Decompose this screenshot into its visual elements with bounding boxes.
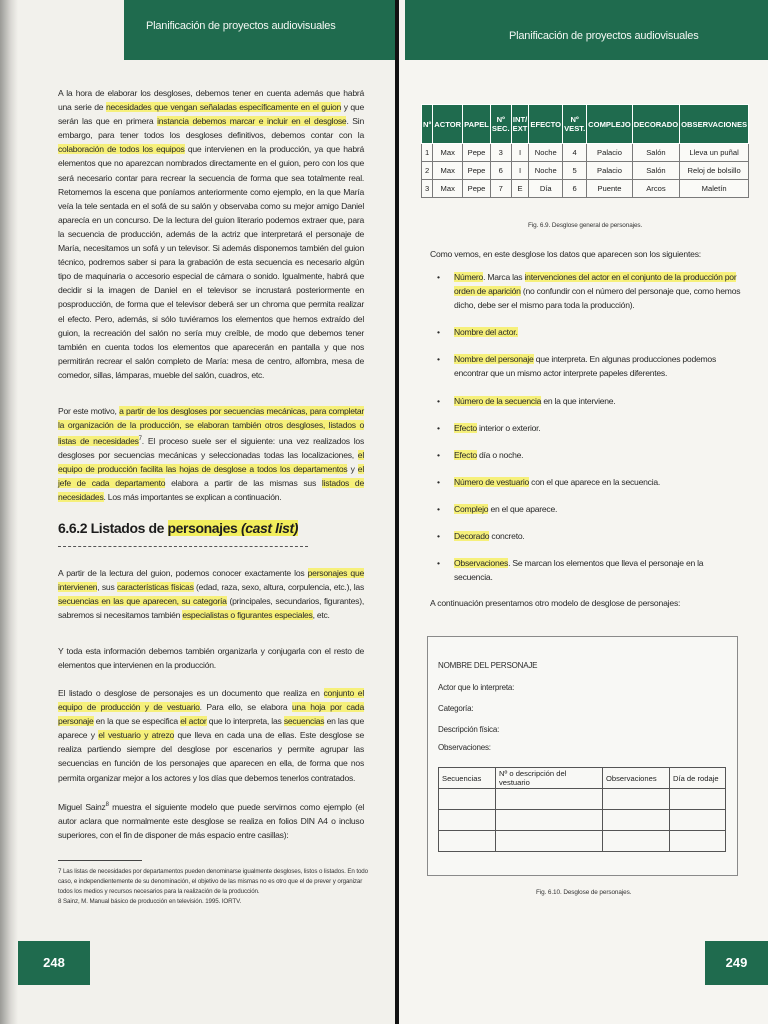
table-cell: Pepe bbox=[463, 180, 491, 198]
form-cell bbox=[603, 810, 670, 831]
table-cell: 2 bbox=[422, 162, 433, 180]
highlighted-text: el actor bbox=[180, 716, 207, 727]
table-header-row bbox=[422, 105, 749, 144]
highlighted-text: colaboración de todos los equipos bbox=[58, 144, 185, 155]
highlighted-text: personajes que intervienen bbox=[58, 568, 364, 593]
section-prefix: 6.6.2 Listados de bbox=[58, 520, 168, 536]
running-header-right bbox=[405, 0, 768, 60]
field-list bbox=[437, 270, 742, 597]
footnotes bbox=[58, 867, 370, 907]
text-run: concreto. bbox=[489, 531, 525, 542]
footnote-rule bbox=[58, 860, 142, 861]
header-title: Planificación de proyectos audiovisuales bbox=[146, 20, 336, 32]
footnote-8: 8 Sainz, M. Manual básico de producción en televisión. 1995. IORTV. bbox=[58, 898, 242, 905]
column-header: Nº bbox=[422, 105, 433, 144]
table-cell: Palacio bbox=[587, 144, 633, 162]
form-cell bbox=[670, 831, 726, 852]
table-cell: Día bbox=[529, 180, 563, 198]
form-label: Actor que lo interpreta: bbox=[438, 683, 515, 692]
column-header: COMPLEJO bbox=[587, 105, 633, 144]
table-cell: Salón bbox=[632, 162, 679, 180]
table-cell: 4 bbox=[563, 144, 587, 162]
highlighted-text: Número de la secuencia bbox=[454, 395, 542, 406]
text-run: . Marca las bbox=[483, 272, 525, 282]
list-item bbox=[437, 421, 742, 435]
highlighted-text: secuencias en las que aparecen, su categoría bbox=[58, 596, 227, 607]
form-col: Secuencias bbox=[439, 768, 496, 789]
list-item bbox=[437, 448, 742, 462]
table-row bbox=[439, 831, 726, 852]
text-run: elabora a partir de las mismas sus bbox=[165, 478, 322, 489]
text-run: 7 bbox=[138, 436, 142, 443]
page-edge bbox=[0, 0, 18, 1024]
text-run: que lleva en cada una de ellas. Este desglose se realiza partiendo siempre del desglose por escenarios y permite agrupar las secuencias en función de los personajes que aparecen en ella, de forma que nos permita organizar mejor a los actores y los días que debemos tenerlos contratados. bbox=[58, 730, 364, 783]
paragraph-2 bbox=[58, 404, 364, 505]
text-run: muestra el siguiente modelo que puede servirnos como ejemplo (el autor aclara que normalmente este desglose se realiza en folios DIN A4 o incluso superiores, con el fin de disponer de más espacio entre casillas): bbox=[58, 801, 365, 841]
form-cell bbox=[603, 831, 670, 852]
highlighted-text: Nombre del personaje bbox=[454, 354, 534, 365]
text-run: A partir de la lectura del guion, podemos conocer exactamente los bbox=[58, 568, 308, 578]
highlighted-text: una hoja por cada personaje bbox=[58, 702, 364, 727]
table-cell: Max bbox=[433, 162, 463, 180]
text-run: que lo interpreta, las bbox=[206, 716, 284, 727]
table-cell: E bbox=[511, 180, 529, 198]
text-run: que intervienen en la producción, ya que habrá elementos que no aparezcan nombrados directamente en el guion, pero con los que será necesario contar para recrear la secuencia de forma que sea totalmente real. Retomemos la escena que poníamos anteriormente como ejemplo, en la que María veía la tele sentada en el sofá de su salón y observaba como su mejor amigo Daniel aparecía en un concurso. De la lectura del guion literario podemos extraer que, para la secuencia de producción, además de la actriz que interpretará el personaje de María, necesitamos un sofá y un televisor. Si además disponemos también del guion técnico, podremos saber si para la grabación de esta secuencia es necesario algún tipo de maquinaria o accesorio especial de cámara o sonido. Igualmente, habrá que decidir si la imagen de Daniel en el televisor se incrustará posteriormente en posproducción, de forma que el televisor deberá ser un chroma que permita realizar el efecto. Pero, además, si sólo tuviéramos los elementos que hemos extraído del guion, la recreación del salón no sería muy creíble, de modo que debemos tener también en cuenta todos los elementos que aparecerán en pantalla y que nos permitirán recrear el salón completo de María: mesa de centro, alfombra, mesa de comedor, sillas, lámparas, mueble del salón, cuadros, etc. bbox=[58, 144, 364, 380]
list-item bbox=[437, 529, 742, 543]
form-cell bbox=[670, 789, 726, 810]
section-italic: (cast list) bbox=[240, 520, 299, 536]
paragraph-5 bbox=[58, 686, 364, 785]
text-run: , etc. bbox=[312, 610, 330, 621]
form-col: Día de rodaje bbox=[670, 768, 726, 789]
form-cell bbox=[603, 789, 670, 810]
table-cell: Max bbox=[433, 180, 463, 198]
highlighted-text: instancia debemos marcar e incluir en el desglose bbox=[157, 116, 347, 127]
table-cell: I bbox=[511, 162, 529, 180]
text-run: . Los más importantes se explican a continuación. bbox=[103, 492, 282, 503]
text-run: Por este motivo, bbox=[58, 406, 120, 416]
table-cell: Lleva un puñal bbox=[680, 144, 749, 162]
highlighted-text: el vestuario y atrezo bbox=[98, 730, 175, 741]
list-item bbox=[437, 502, 742, 516]
section-hl-text: personajes bbox=[167, 520, 238, 536]
page-number-left: 248 bbox=[18, 941, 90, 985]
table-cell: Salón bbox=[632, 144, 679, 162]
section-rule bbox=[58, 546, 308, 547]
column-header: Nº SEC. bbox=[490, 105, 511, 144]
text-run: . El proceso suele ser el siguiente: una vez realizados los desgloses por secuencias mecánicas y seleccionadas todas las localizaciones, bbox=[58, 436, 365, 461]
highlighted-text: Complejo bbox=[454, 503, 489, 514]
form-label: NOMBRE DEL PERSONAJE bbox=[438, 661, 538, 670]
figure-caption-2: Fig. 6.10. Desglose de personajes. bbox=[536, 889, 632, 896]
highlighted-text: Efecto bbox=[454, 449, 477, 460]
form-cell bbox=[496, 831, 603, 852]
text-run: interior o exterior. bbox=[476, 422, 541, 433]
table-cell: Pepe bbox=[463, 144, 491, 162]
text-run: . Para ello, se elabora bbox=[199, 702, 293, 713]
table-cell: Maletín bbox=[680, 180, 749, 198]
form-cell bbox=[670, 810, 726, 831]
table-cell: Pepe bbox=[463, 162, 491, 180]
cast-breakdown-table bbox=[421, 104, 749, 198]
intro-text: Como vemos, en este desglose los datos que aparecen son los siguientes: bbox=[430, 249, 701, 259]
highlighted-text: a partir de los desgloses por secuencias mecánicas, para completar la organización de la producción, se elaboran también otros desgloses, listados o listas de necesidades bbox=[58, 406, 364, 447]
paragraph-4 bbox=[58, 644, 364, 672]
text-run: con el que aparece en la secuencia. bbox=[529, 476, 661, 487]
highlighted-text: el equipo de producción facilita las hojas de desglose a todos los departamentos bbox=[58, 450, 364, 475]
table-body bbox=[422, 144, 749, 198]
text-run: (no confundir con el número del personaje que, como hemos dicho, debe ser el mismo para toda la producción). bbox=[454, 286, 741, 311]
list-item bbox=[437, 270, 742, 312]
form-table-header bbox=[439, 768, 726, 789]
highlighted-text: Decorado bbox=[454, 531, 490, 542]
text-run: (edad, raza, sexo, altura, corpulencia, etc.), las bbox=[193, 582, 364, 593]
text-run: en la que se especifica bbox=[93, 716, 181, 727]
table-cell: Reloj de bolsillo bbox=[680, 162, 749, 180]
highlighted-text: intervenciones del actor en el conjunto de la producción por orden de aparición bbox=[454, 272, 737, 297]
text-run: día o noche. bbox=[476, 449, 524, 460]
highlighted-text: listados de necesidades bbox=[58, 478, 364, 503]
table-cell: 7 bbox=[490, 180, 511, 198]
column-header: INT/ EXT bbox=[511, 105, 529, 144]
text-run: en las que aparece y bbox=[58, 716, 364, 741]
form-cell bbox=[496, 789, 603, 810]
table-row bbox=[422, 144, 749, 162]
text-run: Y toda esta información debemos también organizarla y conjugarla con el resto de elementos que intervienen en la producción. bbox=[58, 646, 364, 671]
highlighted-text: el jefe de cada departamento bbox=[58, 464, 364, 489]
table-row bbox=[439, 789, 726, 810]
highlighted-text: Número de vestuario bbox=[454, 476, 530, 487]
table-cell: Noche bbox=[529, 144, 563, 162]
table-cell: 6 bbox=[490, 162, 511, 180]
table-cell: 5 bbox=[563, 162, 587, 180]
form-cell bbox=[439, 831, 496, 852]
form-cell bbox=[439, 810, 496, 831]
column-header: ACTOR bbox=[433, 105, 463, 144]
list-item bbox=[437, 556, 742, 584]
list-item bbox=[437, 475, 742, 489]
form-cell bbox=[496, 810, 603, 831]
text-run: , sus bbox=[97, 582, 117, 593]
text-run: Miguel Sainz bbox=[58, 801, 106, 812]
table-cell: 3 bbox=[490, 144, 511, 162]
form-table bbox=[438, 767, 726, 852]
form-col: Observaciones bbox=[603, 768, 670, 789]
table-cell: 1 bbox=[422, 144, 433, 162]
section-highlight bbox=[168, 520, 299, 536]
text-run: . Se marcan los elementos que lleva el personaje en la secuencia. bbox=[454, 558, 704, 583]
highlighted-text: Número bbox=[454, 272, 484, 282]
highlighted-text: especialistas o figurantes especiales bbox=[182, 610, 313, 621]
header-title: Planificación de proyectos audiovisuales bbox=[509, 30, 699, 42]
paragraph-1 bbox=[58, 86, 364, 382]
list-item bbox=[437, 394, 742, 408]
text-run: que interpreta. En algunas producciones podemos encontrar que un mismo actor interprete papeles diferentes. bbox=[454, 354, 717, 379]
text-run: (principales, secundarios, figurantes), sabremos si necesitamos también bbox=[58, 596, 364, 621]
highlighted-text: Observaciones bbox=[454, 558, 509, 569]
section-heading bbox=[58, 520, 298, 536]
table-cell: Max bbox=[433, 144, 463, 162]
table-cell: Noche bbox=[529, 162, 563, 180]
text-run: 8 bbox=[105, 802, 109, 808]
footnote-7: 7 Las listas de necesidades por departamentos pueden denominarse igualmente desgloses, listos o listados. En todo caso, e independientemente de su denominación, el objetivo de las mismas no es otro que el de prever y organizar todos los medios y recursos necesarios para la realización de la producción. bbox=[58, 868, 368, 895]
table-row bbox=[422, 180, 749, 198]
form-label: Categoría: bbox=[438, 704, 474, 713]
figure-caption: Fig. 6.9. Desglose general de personajes. bbox=[528, 222, 643, 229]
running-header-left bbox=[124, 0, 395, 60]
text-run: . Sin embargo, para tener todos los desgloses definitivos, debemos contar con la bbox=[58, 116, 364, 141]
table-row bbox=[439, 810, 726, 831]
list-item bbox=[437, 325, 742, 339]
table-cell: I bbox=[511, 144, 529, 162]
page-number-right: 249 bbox=[705, 941, 768, 985]
character-form bbox=[427, 636, 738, 876]
highlighted-text: Nombre del actor. bbox=[454, 327, 518, 338]
highlighted-text: necesidades que vengan señaladas específicamente en el guion bbox=[105, 102, 342, 113]
column-header: PAPEL bbox=[463, 105, 491, 144]
paragraph-6 bbox=[58, 798, 364, 842]
column-header: Nº VEST. bbox=[563, 105, 587, 144]
table-cell: Puente bbox=[587, 180, 633, 198]
table-cell: Palacio bbox=[587, 162, 633, 180]
paragraph-3 bbox=[58, 566, 364, 622]
table-cell: Arcos bbox=[632, 180, 679, 198]
list-item bbox=[437, 352, 742, 380]
form-label: Observaciones: bbox=[438, 743, 491, 752]
text-run: El listado o desglose de personajes es un documento que realiza en bbox=[58, 688, 324, 698]
column-header: EFECTO bbox=[529, 105, 563, 144]
table-cell: 6 bbox=[563, 180, 587, 198]
highlighted-text: Efecto bbox=[454, 422, 477, 433]
text-run: A la hora de elaborar los desgloses, debemos tener en cuenta además que habrá una serie de bbox=[58, 88, 364, 113]
text-run: y bbox=[347, 464, 358, 475]
column-header: OBSERVACIONES bbox=[680, 105, 749, 144]
text-run: en el que aparece. bbox=[488, 503, 558, 514]
intro-text-2: A continuación presentamos otro modelo de desglose de personajes: bbox=[430, 598, 681, 608]
highlighted-text: secuencias bbox=[283, 716, 325, 727]
text-run: y que serán las que en primera bbox=[58, 102, 364, 127]
form-col: Nº o descripción del vestuario bbox=[496, 768, 603, 789]
highlighted-text: características físicas bbox=[116, 582, 194, 593]
table-cell: 3 bbox=[422, 180, 433, 198]
form-cell bbox=[439, 789, 496, 810]
column-header: DECORADO bbox=[632, 105, 679, 144]
table-row bbox=[422, 162, 749, 180]
form-label: Descripción física: bbox=[438, 725, 500, 734]
text-run: en la que interviene. bbox=[541, 395, 616, 406]
highlighted-text: conjunto el equipo de producción y de vestuario bbox=[58, 688, 364, 713]
